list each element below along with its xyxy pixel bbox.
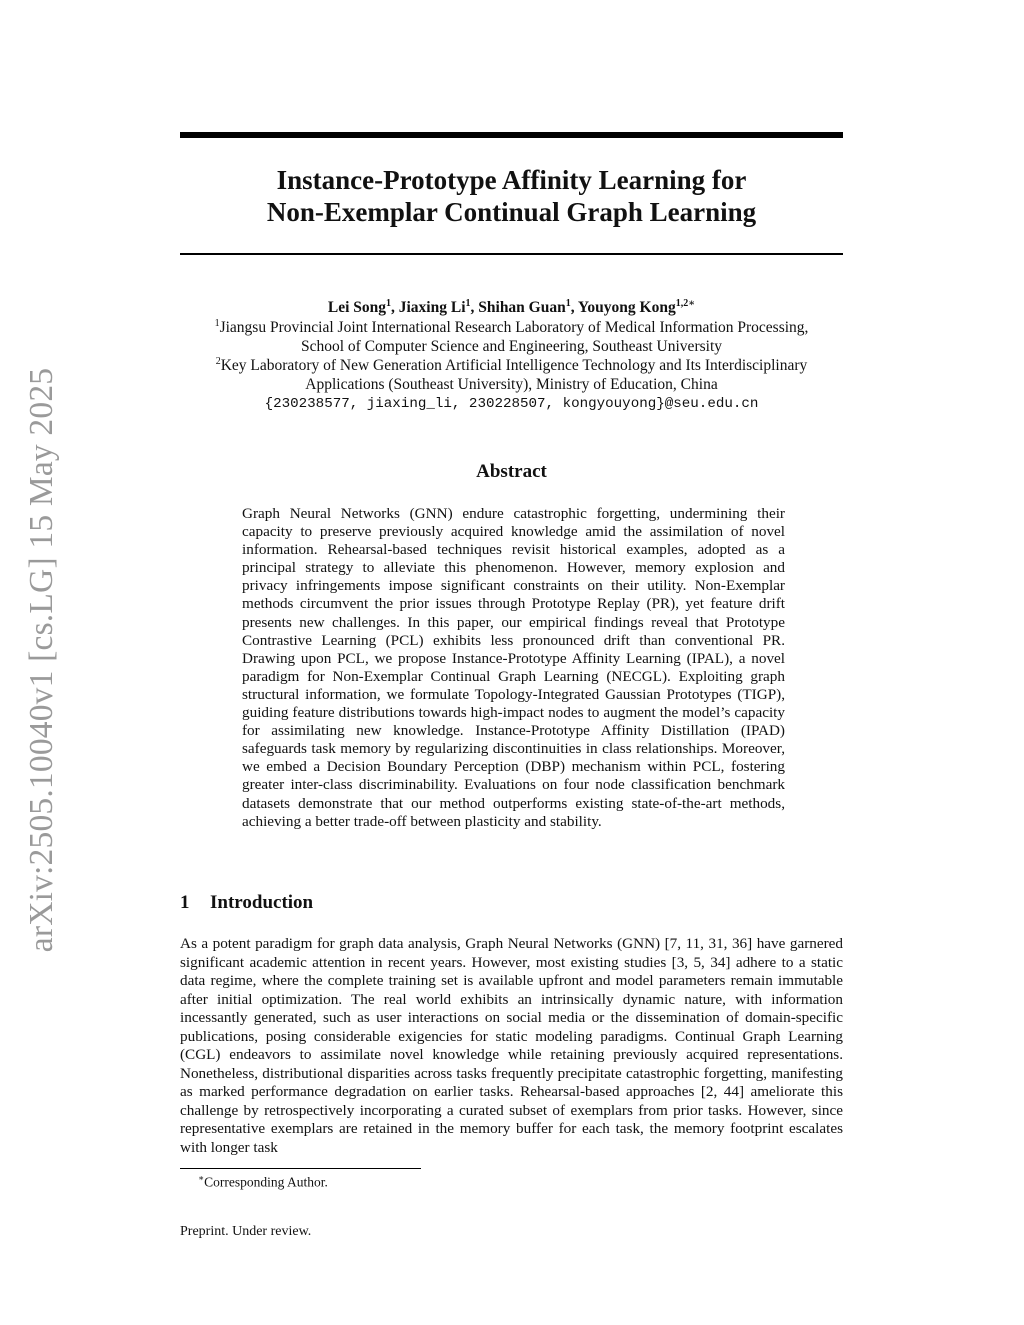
title-line-2: Non-Exemplar Continual Graph Learning (266, 197, 757, 227)
title-top-rule (180, 132, 843, 138)
affiliation-mark: 1 (214, 317, 220, 329)
affiliation-1-line-1 (180, 318, 843, 337)
introduction-text: As a potent paradigm for graph data analysis, Graph Neural Networks (GNN) [7, 11, 31, 36] have garnered significant academic attention in recent years. However, most existing studies [3, 5, 34] adhere to a static data regime, where the complete training set is available upfront and model parameters remain immutable after initial optimization. The real world exhibits an intrinsically dynamic nature, with information incessantly generated, such as user interactions on social media or the dissemination of domain-specific publications, posing considerable exigencies for static modeling paradigms. Continual Graph Learning (CGL) endeavors to assimilate novel knowledge while retaining previously acquired representations. Nonetheless, distributional disparities across tasks frequently precipitate catastrophic forgetting, manifesting as marked performance degradation on earlier tasks. Rehearsal-based approaches [2, 44] ameliorate this challenge by retrospectively incorporating a curated subset of exemplars from prior tasks. However, since representative exemplars are retained in the memory buffer for each task, the memory footprint escalates with longer task (180, 935, 843, 1156)
author-affiliation-mark: 1,2∗ (675, 297, 696, 309)
footnote-mark: ∗ (198, 1173, 205, 1183)
affiliation-1-line-2: School of Computer Science and Engineering, Southeast University (301, 338, 722, 355)
author-separator: , (570, 299, 578, 316)
arxiv-identifier-stamp: arXiv:2505.10040v1 [cs.LG] 15 May 2025 (23, 367, 60, 953)
affiliation-mark: 2 (215, 355, 221, 367)
author-names (180, 298, 843, 317)
author-affiliation-mark: 1 (386, 297, 391, 309)
footnote-rule (180, 1168, 421, 1169)
author-affiliation-mark: 1 (565, 297, 571, 309)
affiliation-text: Jiangsu Provincial Joint International Research Laboratory of Medical Information Processing, (219, 319, 809, 336)
preprint-note: Preprint. Under review. (180, 1224, 312, 1239)
footnote (198, 1173, 328, 1191)
affiliation-2-line-2: Applications (Southeast University), Ministry of Education, China (305, 376, 718, 393)
abstract-heading: Abstract (476, 461, 547, 482)
author-name: Lei Song (327, 299, 386, 316)
footnote-text: Corresponding Author. (204, 1174, 328, 1190)
section-number: 1 (180, 892, 190, 913)
author-name: Shihan Guan (478, 299, 566, 316)
author-separator: , (391, 299, 399, 316)
author-separator: , (470, 299, 479, 316)
affiliation-2-line-1 (180, 356, 843, 375)
author-name: Youyong Kong (577, 299, 676, 316)
paper-title (180, 164, 843, 228)
section-heading-introduction (180, 892, 313, 914)
author-name: Jiaxing Li (398, 299, 466, 316)
affiliation-text: Key Laboratory of New Generation Artificial Intelligence Technology and Its Interdisciplinary (220, 357, 808, 374)
title-line-1: Instance-Prototype Affinity Learning for (276, 165, 747, 195)
section-title: Introduction (210, 892, 314, 913)
author-emails: {230238577, jiaxing_li, 230228507, kongyouyong}@seu.edu.cn (264, 396, 759, 412)
title-bottom-rule (180, 253, 843, 255)
author-affiliation-mark: 1 (465, 297, 471, 309)
author-block (180, 298, 843, 414)
abstract-text: Graph Neural Networks (GNN) endure catastrophic forgetting, undermining their capacity to preserve previously acquired knowledge amid the assimilation of novel information. Rehearsal-based techniques revisit historical examples, adopted as a principal strategy to alleviate this phenomenon. However, memory explosion and privacy infringements impose significant constraints on their utility. Non-Exemplar methods circumvent the prior issues through Prototype Replay (PR), yet feature drift presents new challenges. In this paper, our empirical findings reveal that Prototype Contrastive Learning (PCL) exhibits less pronounced drift than conventional PR. Drawing upon PCL, we propose Instance-Prototype Affinity Learning (IPAL), a novel paradigm for Non-Exemplar Continual Graph Learning (NECGL). Exploiting graph structural information, we formulate Topology-Integrated Gaussian Prototypes (TIGP), guiding feature distributions towards high-impact nodes to augment the model’s capacity for assimilating new knowledge. Instance-Prototype Affinity Distillation (IPAD) safeguards task memory by regularizing discontinuities in class relationships. Moreover, we embed a Decision Boundary Perception (DBP) mechanism within PCL, fostering greater inter-class discriminability. Evaluations on four node classification benchmark datasets demonstrate that our method outperforms existing state-of-the-art methods, achieving a better trade-off between plasticity and stability. (242, 505, 785, 830)
